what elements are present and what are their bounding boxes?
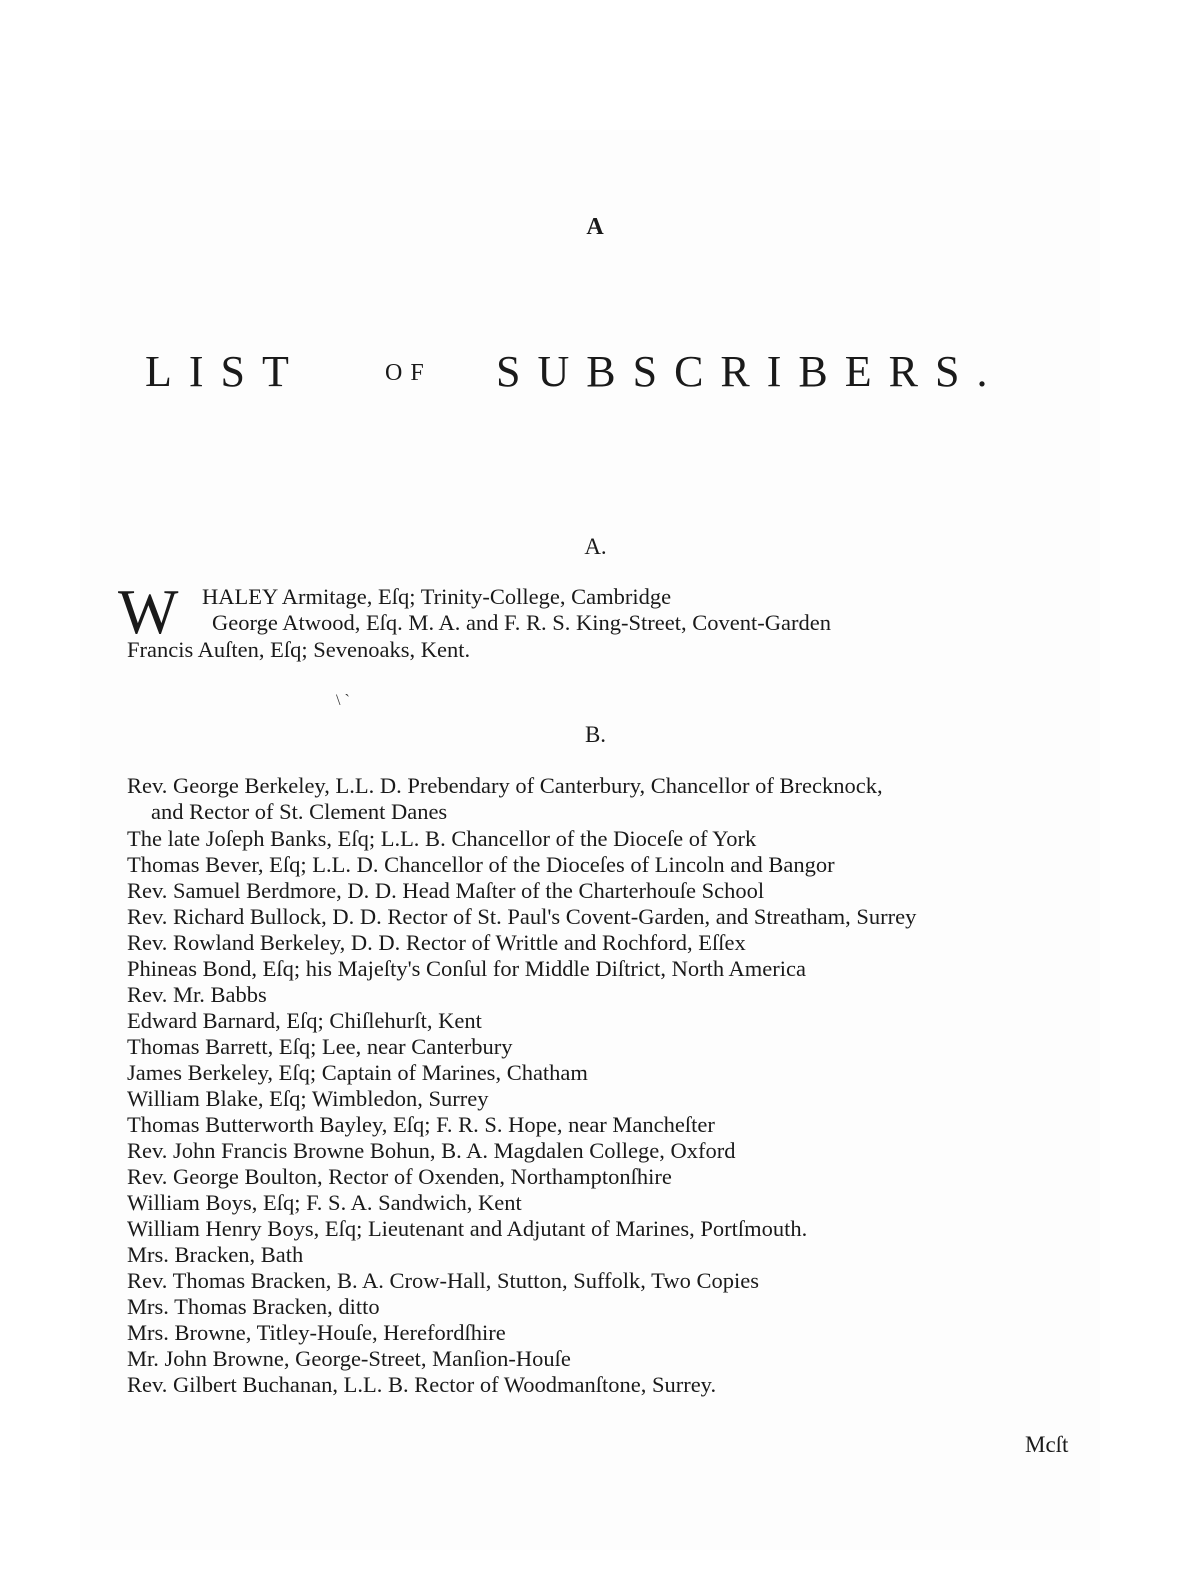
subscriber-entry: William Boys, Eſq; F. S. A. Sandwich, Kent [127,1190,522,1215]
subscriber-entry: Thomas Butterworth Bayley, Eſq; F. R. S. Hope, near Mancheſter [127,1112,715,1137]
subscriber-entry: Rev. Richard Bullock, D. D. Rector of St. Paul's Covent-Garden, and Streatham, Surrey [127,904,917,929]
subscriber-entry: Phineas Bond, Eſq; his Majeſty's Conſul for Middle Diſtrict, North America [127,956,806,981]
subscriber-entry: Rev. George Boulton, Rector of Oxenden, Northamptonſhire [127,1164,672,1189]
subscriber-entry: Rev. John Francis Browne Bohun, B. A. Magdalen College, Oxford [127,1138,736,1163]
subscriber-entry: Rev. George Berkeley, L.L. D. Prebendary of Canterbury, Chancellor of Brecknock, [127,773,883,798]
subscriber-entry: Rev. Rowland Berkeley, D. D. Rector of Writtle and Rochford, Eſſex [127,930,746,955]
section-heading-a: A. [584,534,607,559]
subscriber-entry-continuation: and Rector of St. Clement Danes [151,799,448,824]
subscriber-entry: Francis Auſten, Eſq; Sevenoaks, Kent. [127,637,471,662]
subscriber-entry: Rev. Thomas Bracken, B. A. Crow-Hall, Stutton, Suffolk, Two Copies [127,1268,759,1293]
subscriber-entry: William Blake, Eſq; Wimbledon, Surrey [127,1086,489,1111]
title-list: LIST [145,347,306,396]
subscriber-entry: Rev. Gilbert Buchanan, L.L. B. Rector of Woodmanſtone, Surrey. [127,1372,717,1397]
page-header-mark: A [586,214,605,240]
subscriber-entry: Rev. Mr. Babbs [127,982,267,1007]
subscriber-entry: James Berkeley, Eſq; Captain of Marines, Chatham [127,1060,588,1085]
subscriber-entry: Mrs. Bracken, Bath [127,1242,304,1267]
subscriber-entry: Mr. John Browne, George-Street, Manſion-Houſe [127,1346,571,1371]
subscriber-entry: Edward Barnard, Eſq; Chiſlehurſt, Kent [127,1008,482,1033]
subscriber-entry: Thomas Barrett, Eſq; Lee, near Canterbury [127,1034,513,1059]
section-heading-b: B. [584,722,607,747]
subscriber-entry: Thomas Bever, Eſq; L.L. D. Chancellor of the Dioceſes of Lincoln and Bangor [127,852,835,877]
catchword: Mcſt [1025,1432,1069,1457]
page-title [0,346,1191,406]
subscriber-entry: George Atwood, Eſq. M. A. and F. R. S. King-Street, Covent-Garden [212,610,831,635]
subscriber-entry: HALEY Armitage, Eſq; Trinity-College, Cambridge [202,584,672,609]
stray-mark: \ ` [336,692,350,709]
subscriber-entry: William Henry Boys, Eſq; Lieutenant and Adjutant of Marines, Portſmouth. [127,1216,808,1241]
title-subscribers: SUBSCRIBERS. [496,347,1005,396]
subscriber-entry: Rev. Samuel Berdmore, D. D. Head Maſter of the Charterhouſe School [127,878,765,903]
title-of: OF [385,360,432,386]
subscriber-entry: The late Joſeph Banks, Eſq; L.L. B. Chancellor of the Dioceſe of York [127,826,757,851]
subscriber-entry: Mrs. Thomas Bracken, ditto [127,1294,380,1319]
drop-cap: W [118,576,179,647]
subscriber-entry: Mrs. Browne, Titley-Houſe, Herefordſhire [127,1320,506,1345]
